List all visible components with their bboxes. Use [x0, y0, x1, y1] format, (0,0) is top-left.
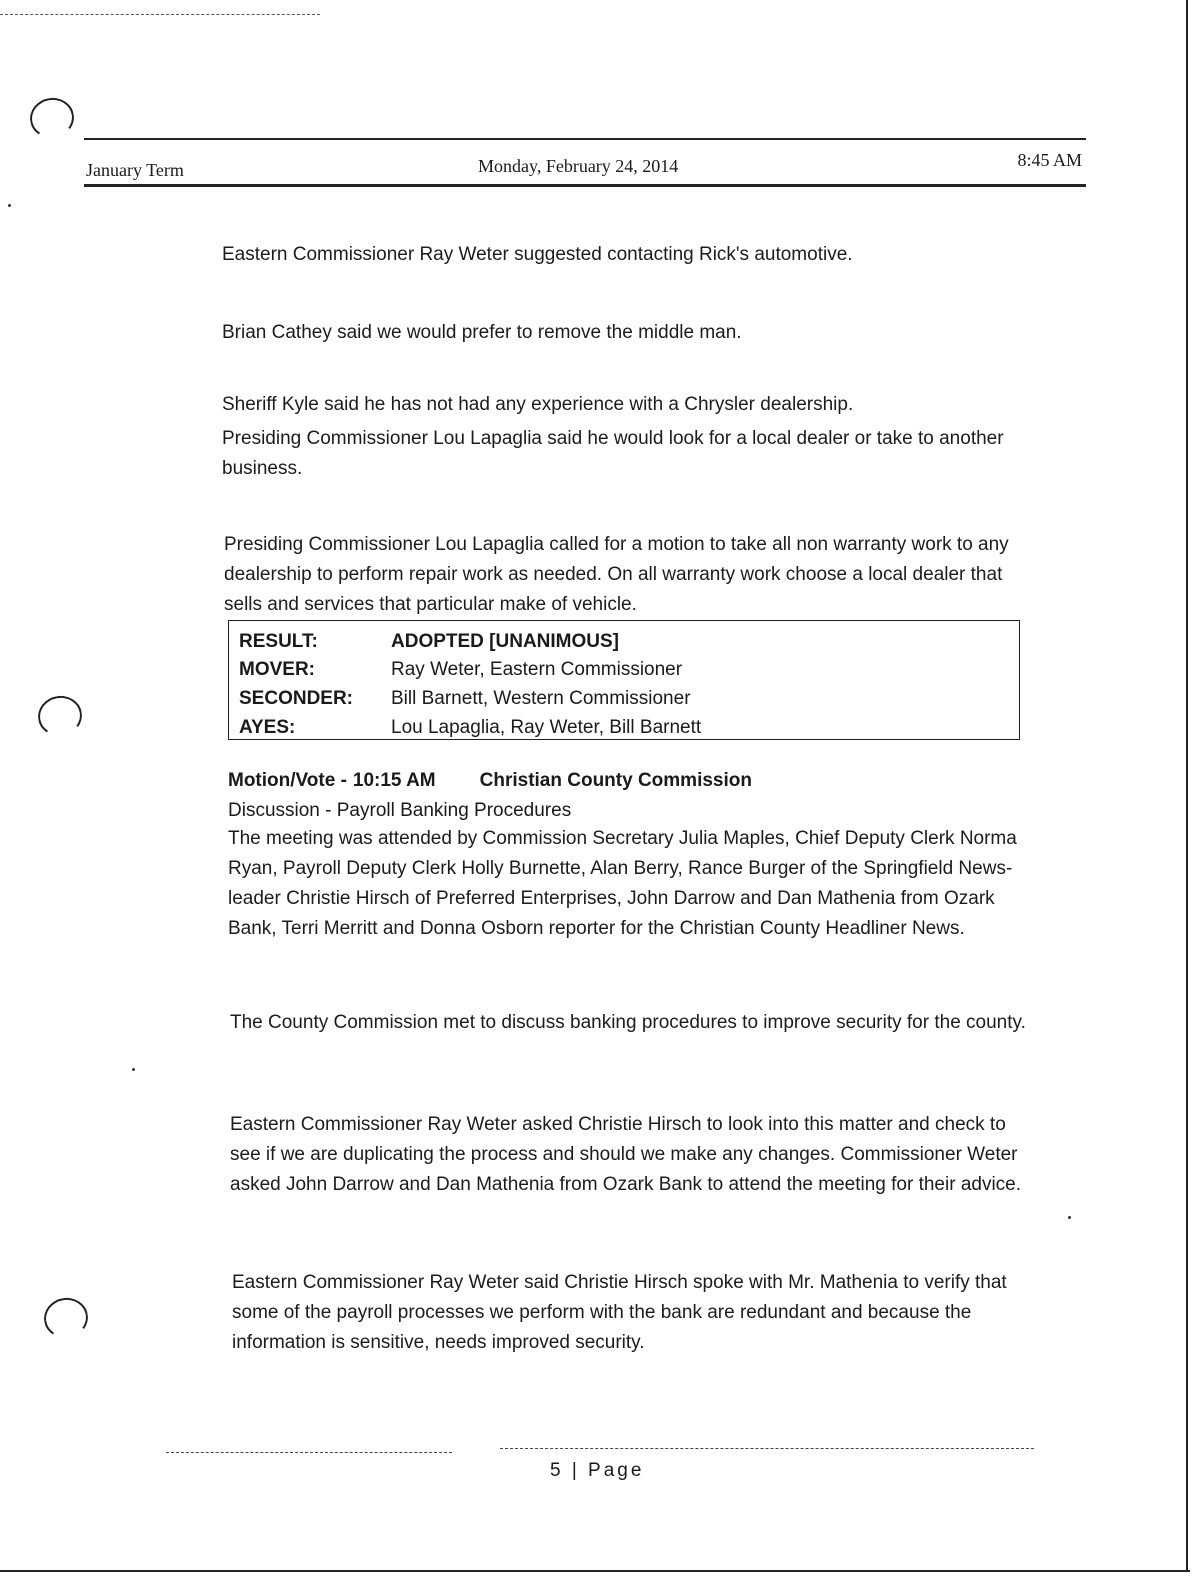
paragraph: The meeting was attended by Commission Secretary Julia Maples, Chief Deputy Clerk Norma Ryan, Payroll Deputy Clerk Holly Burnette, Alan Berry, Rance Burger of the Springfield News-leader Christie Hirsch of Preferred Enterprises, John Darrow and Dan Mathenia from Ozark Bank, Terri Merritt and Donna Osborn reporter for the Christian County Headliner News. — [228, 828, 1017, 939]
motion-result-box — [228, 620, 1020, 740]
paragraph: Brian Cathey said we would prefer to remove the middle man. — [222, 322, 742, 343]
punch-hole — [35, 692, 85, 739]
result-value: ADOPTED [UNANIMOUS] — [391, 631, 619, 652]
seconder-label: SECONDER: — [239, 688, 354, 709]
header-date: Monday, February 24, 2014 — [478, 156, 679, 176]
ayes-value: Lou Lapaglia, Ray Weter, Bill Barnett — [391, 717, 702, 738]
paragraph: Eastern Commissioner Ray Weter asked Christie Hirsch to look into this matter and check to see if we are duplicating the process and should we make any changes. Commissioner Weter asked John Darrow and Dan Mathenia from Ozark Bank to attend the meeting for their advice. — [230, 1114, 1022, 1195]
scan-speck — [8, 204, 11, 207]
header-term: January Term — [86, 160, 184, 180]
punch-hole — [27, 94, 77, 141]
mover-label: MOVER: — [239, 659, 315, 680]
footer-rule — [500, 1448, 1034, 1449]
section-time: 10:15 AM — [352, 770, 436, 791]
paragraph: Eastern Commissioner Ray Weter said Christie Hirsch spoke with Mr. Mathenia to verify that some of the payroll processes we perform with the bank are redundant and because the information is sensitive, needs improved security. — [232, 1272, 1007, 1353]
scan-speck — [132, 1068, 135, 1071]
scan-artifact-line — [0, 14, 320, 15]
footer-rule — [166, 1452, 452, 1453]
punch-hole — [41, 1294, 91, 1341]
section-type: Motion/Vote - — [228, 770, 347, 791]
result-label: RESULT: — [239, 631, 318, 652]
section-org: Christian County Commission — [479, 770, 752, 791]
section-heading — [228, 770, 752, 792]
scan-speck — [1068, 1216, 1071, 1219]
paragraph: Presiding Commissioner Lou Lapaglia said he would look for a local dealer or take to another business. — [222, 428, 1004, 479]
page-number: 5 | Page — [550, 1460, 645, 1481]
page-header — [84, 138, 1086, 187]
discussion-topic: Discussion - Payroll Banking Procedures — [228, 800, 572, 821]
paragraph: The County Commission met to discuss banking procedures to improve security for the county. — [230, 1012, 1026, 1033]
paragraph: Presiding Commissioner Lou Lapaglia called for a motion to take all non warranty work to any dealership to perform repair work as needed. On all warranty work choose a local dealer that sells and services that particular make of vehicle. — [224, 534, 1009, 615]
header-time: 8:45 AM — [1017, 150, 1082, 170]
seconder-value: Bill Barnett, Western Commissioner — [391, 688, 691, 709]
paragraph: Eastern Commissioner Ray Weter suggested contacting Rick's automotive. — [222, 244, 853, 265]
mover-value: Ray Weter, Eastern Commissioner — [391, 659, 683, 680]
page-edge-bottom — [0, 1570, 1190, 1572]
page-edge-right — [1186, 0, 1188, 1572]
ayes-label: AYES: — [239, 717, 296, 738]
paragraph: Sheriff Kyle said he has not had any experience with a Chrysler dealership. — [222, 394, 854, 415]
